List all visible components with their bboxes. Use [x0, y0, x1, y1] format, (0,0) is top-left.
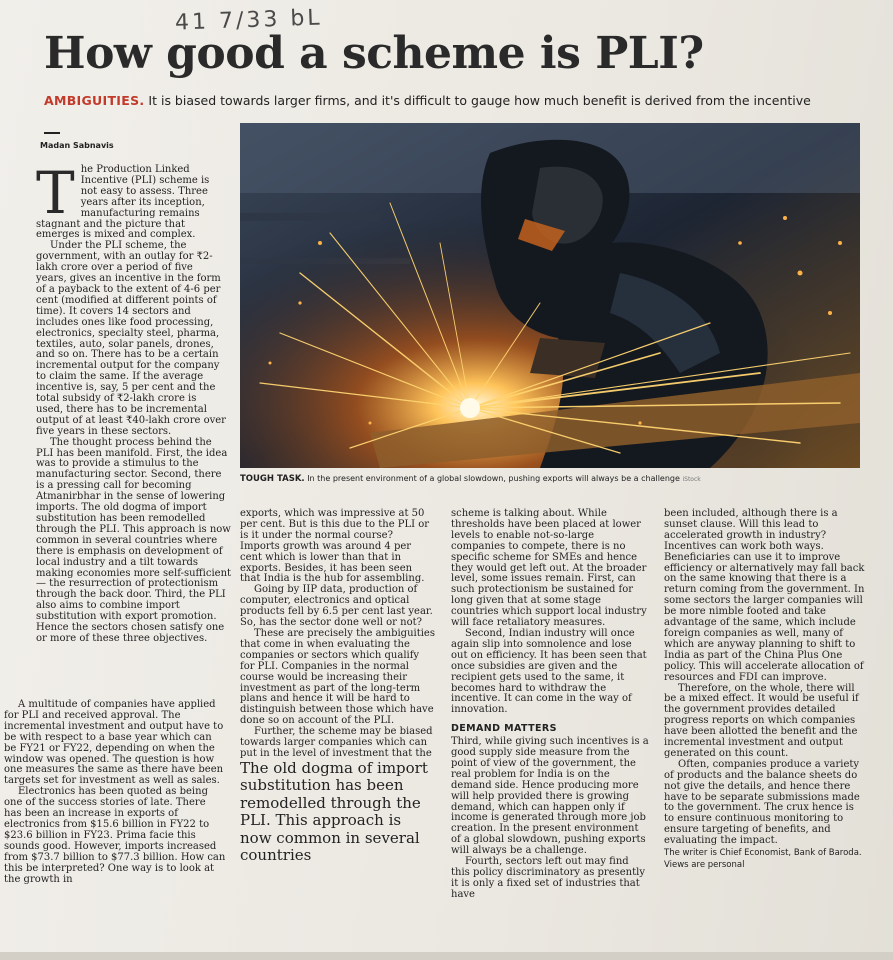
article-column-3 — [451, 509, 650, 901]
byline: Madan Sabnavis — [40, 141, 114, 150]
article-column-1 — [36, 159, 232, 645]
paragraph: Often, companies produce a variety of products and the balance sheets do not give the details, and hence there have to be separate submissions made to the government. The crux hence is to ensure continuous monitoring to ensure targeting of benefits, and evaluating the impact. — [664, 758, 860, 847]
paragraph: exports, which was impressive at 50 per cent. But is this due to the PLI or is it under the normal course? Imports growth was around 4 per cent which is lower than that in exports. Besides, it has been seen that India is the hub for assembling. — [240, 508, 430, 585]
paragraph: The thought process behind the PLI has been manifold. First, the idea was to provide a stimulus to the manufacturing sector. Second, there is a pressing call for becoming Atmanirbhar in the sense of lowering imports. The old dogma of import substitution has been remodelled through the PLI. This approach is now common in several countries where there is emphasis on development of local industry and a tilt towards making economies more self-sufficient — the resurrection of protectionism through the back door. Third, the PLI also aims to combine import substitution with export promotion. Hence the sectors chosen satisfy one or more of these three objectives. — [36, 436, 232, 644]
paragraph: Going by IIP data, production of computer, electronics and optical products fell by 6.5 per cent last year. So, has the sector done well or not? — [240, 584, 433, 629]
paragraph: Third, while giving such incentives is a good supply side measure from the point of view of the government, the real problem for India is on the demand side. Hence producing more will help provided there is growing demand, which can happen only if income is generated through more job creation. In the present environment of a global slowdown, pushing exports will always be a challenge. — [451, 736, 649, 857]
article-column-4 — [664, 509, 866, 871]
paragraph: Under the PLI scheme, the government, with an outlay for ₹2-lakh crore over a period of five years, gives an incentive in the form of a payback to the extent of 4-6 per cent (modified at different points of time). It covers 14 sectors and includes ones like food processing, electronics, specialty steel, pharma, textiles, auto, solar panels, drones, and so on. There has to be a certain incremental output for the company to claim the same. If the average incentive is, say, 5 per cent and the total subsidy of ₹2-lakh crore is used, there has to be incremental output of at least ₹40-lakh crore over five years in these sectors. — [36, 240, 226, 437]
subhead: DEMAND MATTERS — [451, 723, 557, 735]
paragraph: been included, although there is a sunset clause. Will this lead to accelerated growth in industry? Incentives can work both ways. Beneficiaries can use it to improve efficiency or alternatively may fall back on the same knowing that there is a return coming from the government. In some sectors the larger companies will be more nimble footed and take advantage of the same, which include foreign companies as well, many of which are anyway planning to shift to India as part of the China Plus One policy. This will accelerate allocation of resources and FDI can improve. — [664, 508, 865, 683]
paragraph: Second, Indian industry will once again slip into somnolence and lose out on efficiency. It has been seen that once subsidies are given and the recipient gets used to the same, it becomes hard to withdraw the incentive. It can come in the way of innovation. — [451, 627, 647, 716]
deck-kicker: AMBIGUITIES. — [44, 93, 145, 108]
author-note: The writer is Chief Economist, Bank of Baroda. Views are personal — [664, 848, 862, 871]
paragraph: Therefore, on the whole, there will be a mixed effect. It would be useful if the government provides detailed progress reports on which companies have been allotted the benefit and the incremental investment and output generated on this count. — [664, 682, 859, 759]
byline-rule — [44, 132, 60, 134]
paragraph: Fourth, sectors left out may find this policy discriminatory as presently it is only a fixed set of industries that have — [451, 856, 645, 900]
caption-text: In the present environment of a global slowdown, pushing exports will always be a challenge — [307, 474, 680, 483]
deck-text: It is biased towards larger firms, and it's difficult to gauge how much benefit is derived from the incentive — [148, 93, 811, 108]
handwritten-note: 41 7/33 bL — [174, 5, 324, 36]
page-fold — [0, 952, 893, 960]
paragraph: These are precisely the ambiguities that come in when evaluating the companies or sectors which qualify for PLI. Companies in the normal course would be increasing their investment as part of the long-term plans and hence it will be hard to distinguish between those which have done so on account of the PLI. — [240, 627, 435, 727]
paragraph: scheme is talking about. While thresholds have been placed at lower levels to enable not-so-large companies to compete, there is no specific scheme for SMEs and hence they would get left out. At the broader level, some issues remain. First, can such protectionism be sustained for long given that at some stage countries which support local industry will face retaliatory measures. — [451, 508, 647, 629]
paragraph: he Production Linked Incentive (PLI) scheme is not easy to assess. Three years after its inception, manufacturing remains stagnant and the picture that emerges is mixed and complex. — [36, 164, 210, 241]
caption-label: TOUGH TASK. — [240, 474, 305, 484]
paragraph: Further, the scheme may be biased towards larger companies which can put in the level of investment that the — [240, 726, 433, 759]
paragraph: A multitude of companies have applied for PLI and received approval. The incremental investment and output have to be with respect to a base year which can be FY21 or FY22, depending on when the window was opened. The question is how one measures the same as there have been targets set for investment as well as sales. — [4, 699, 224, 787]
article-column-1-lower — [4, 700, 226, 885]
photo-caption — [240, 474, 860, 484]
deck — [44, 93, 844, 108]
paragraph: Electronics has been quoted as being one of the success stories of late. There has been an increase in exports of electronics from $15.6 billion in FY22 to $23.6 billion in FY23. Prima facie this sounds good. However, imports increased from $73.7 billion to $77.3 billion. How can this be interpreted? One way is to look at the growth in — [4, 786, 226, 885]
photo-credit: iStock — [682, 476, 701, 483]
dropcap: T — [36, 159, 75, 227]
article-column-2 — [240, 509, 435, 865]
pull-quote: The old dogma of import substitution has been remodelled through the PLI. This approach is now common in several countries — [240, 758, 428, 865]
headline: How good a scheme is PLI? — [44, 28, 704, 79]
welder-grinding-sparks-image — [240, 123, 860, 468]
